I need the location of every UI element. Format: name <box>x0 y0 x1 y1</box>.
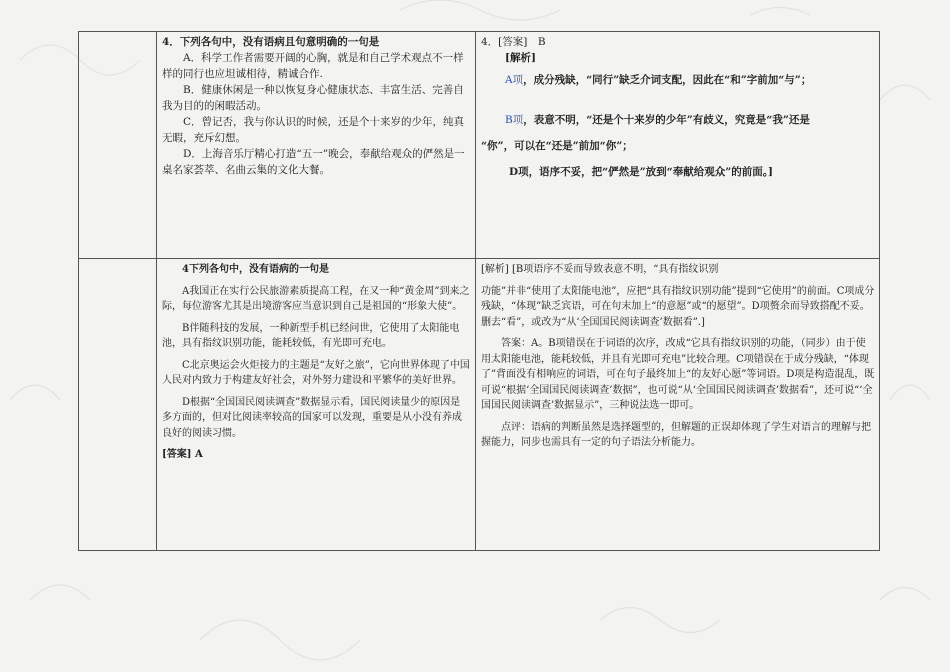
qa-table <box>78 31 880 551</box>
analysis-d: D项，语序不妥，把“俨然是”放到“奉献给观众”的前面。] <box>509 166 773 178</box>
analysis-a: ，成分残缺，“同行”缺乏介词支配，因此在“和”字前加“与”； <box>523 74 812 86</box>
answer-label: [答案] A <box>162 449 203 460</box>
item-label-b: B项 <box>505 114 524 126</box>
analysis-label: [解析] <box>505 52 536 64</box>
question-title: 4．下列各句中，没有语病且句意明确的一句是 <box>162 36 380 48</box>
question-2 <box>162 262 470 463</box>
option-b: B．健康休闲是一种以恢复身心健康状态、丰富生活、完善自我为目的的闲暇活动。 <box>162 84 464 112</box>
option-c: C．曾记否，我与你认识的时候，还是个十来岁的少年，纯真无暇，充斥幻想。 <box>162 116 465 144</box>
option-a: A我国正在实行公民旅游素质提高工程，在又一种“黄金周”到来之际，每位游客尤其是出境游客应当意识到自己是祖国的“形象大使”。 <box>162 285 470 312</box>
option-b: B伴随科技的发展，一种新型手机已经问世，它使用了太阳能电池，具有指纹识别功能，能耗较低，有光即可充电。 <box>162 322 460 349</box>
answer-explanation: 答案：A。B项错误在于词语的次序，改成“它具有指纹识别的功能，（同步）由于使用太阳能电池，能耗较低，并且有光即可充电”比较合理。C项错误在于成分残缺，“体现了”背面没有相响应的词语，可在句子最终加上“的友好心愿”等词语。D项是构造混乱，既可说“根据‘全国国民阅读调查’数据”，也可说“从‘全国国民阅读调查’数据看”，还可说“‘全国国民阅读调查’数据显示”，三种说法选一即可。 <box>481 338 875 411</box>
option-a: A．科学工作者需要开阔的心胸，就是和自己学术观点不一样样的同行也应坦诚相待，精诚合作. <box>162 52 464 80</box>
table-divider <box>156 32 157 550</box>
option-d: D根据“全国国民阅读调查”数据显示看，国民阅读量少的原因是多方面的，但对比阅读率较高的国家可以发现，重要是从小没有养成良好的阅读习惯。 <box>162 396 462 439</box>
question-1 <box>162 34 470 178</box>
option-c: C北京奥运会火炬接力的主题是“友好之旅”，它向世界体现了中国人民对内致力于构建友好社会，对外努力建设和平繁华的美好世界。 <box>162 359 470 386</box>
item-label-a: A项 <box>505 74 524 86</box>
analysis-b: ，表意不明，“还是个十来岁的少年”有歧义，究竟是“我”还是 <box>523 114 810 126</box>
table-divider <box>475 32 476 550</box>
analysis-b-cont: “你”，可以在“还是”前加“你”； <box>481 140 633 152</box>
answer-head: 4．[答案] B <box>481 36 546 48</box>
table-divider <box>79 258 879 259</box>
answer-2 <box>481 262 875 451</box>
answer-1 <box>481 34 875 180</box>
question-title: 4下列各句中，没有语病的一句是 <box>182 264 329 275</box>
analysis-body: 功能”并非“使用了太阳能电池”，应把“具有指纹识别功能”提到“它使用”的前面。C项成分残缺，“体现”缺乏宾语，可在句末加上“的意愿”或“的愿望”。D项赘余而导致搭配不妥。删去“看”，或改为“从‘全国国民阅读调查’数据看”.] <box>481 285 875 328</box>
option-d: D．上海音乐厅精心打造“五一”晚会，奉献给观众的俨然是一桌名家荟萃、名曲云集的文化大餐。 <box>162 148 465 176</box>
analysis-head: [解析] [B项语序不妥而导致表意不明，“具有指纹识别 <box>481 264 719 275</box>
comment: 点评：语病的判断虽然是选择题型的，但解题的正误却体现了学生对语言的理解与把握能力，同步也需具有一定的句子语法分析能力。 <box>481 421 871 448</box>
